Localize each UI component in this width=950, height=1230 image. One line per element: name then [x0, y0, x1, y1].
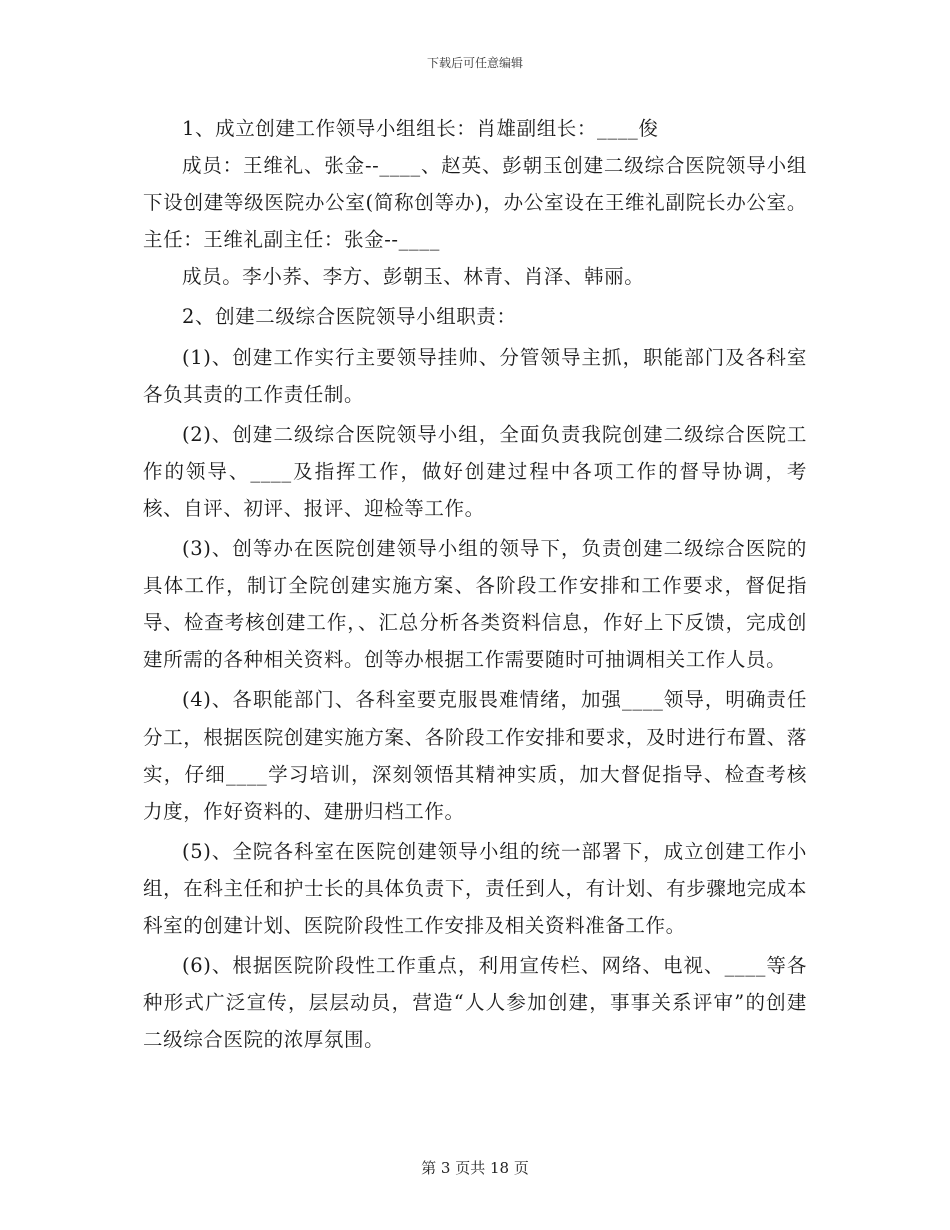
- paragraph-4: 2、创建二级综合医院领导小组职责：: [182, 305, 517, 329]
- paragraph-10: (6)、根据医院阶段性工作重点，利用宣传栏、网络、电视、____等各种形式广泛宣传，层层动员，营造“人人参加创建，事事关系评审”的创建二级综合医院的浓厚氛围。: [143, 954, 807, 1052]
- paragraph-8: (4)、各职能部门、各科室要克服畏难情绪，加强____领导，明确责任分工，根据医院创建实施方案、各阶段工作安排和要求，及时进行布置、落实，仔细____学习培训，深刻领悟其精神实质，加大督促指导、检查考核力度，作好资料的、建册归档工作。: [143, 688, 807, 823]
- page-header: 下载后可任意编辑: [426, 56, 523, 70]
- paragraph-2: 成员：王维礼、张金--____、赵英、彭朝玉创建二级综合医院领导小组下设创建等级医院办公室(简称创等办)，办公室设在王维礼副院长办公室。主任：王维礼副主任：张金--____: [143, 154, 807, 252]
- paragraph-9: (5)、全院各科室在医院创建领导小组的统一部署下，成立创建工作小组，在科主任和护士长的具体负责下，责任到人，有计划、有步骤地完成本科室的创建计划、医院阶段性工作安排及相关资料准备工作。: [143, 839, 807, 937]
- document-body: [143, 110, 807, 1058]
- paragraph-5: (1)、创建工作实行主要领导挂帅、分管领导主抓，职能部门及各科室各负其责的工作责任制。: [143, 345, 807, 406]
- page-footer: 第 3 页共 18 页: [421, 1159, 529, 1177]
- paragraph-1: 1、成立创建工作领导小组组长：肖雄副组长：____俊: [182, 117, 659, 140]
- paragraph-7: (3)、创等办在医院创建领导小组的领导下，负责创建二级综合医院的具体工作，制订全院创建实施方案、各阶段工作安排和工作要求，督促指导、检查考核创建工作，、汇总分析各类资料信息，作好上下反馈，完成创建所需的各种相关资料。创等办根据工作需要随时可抽调相关工作人员。: [143, 537, 807, 672]
- paragraph-3: 成员。李小荞、李方、彭朝玉、林青、肖泽、韩丽。: [182, 265, 645, 289]
- paragraph-6: (2)、创建二级综合医院领导小组，全面负责我院创建二级综合医院工作的领导、____及指挥工作，做好创建过程中各项工作的督导协调，考核、自评、初评、报评、迎检等工作。: [143, 422, 807, 520]
